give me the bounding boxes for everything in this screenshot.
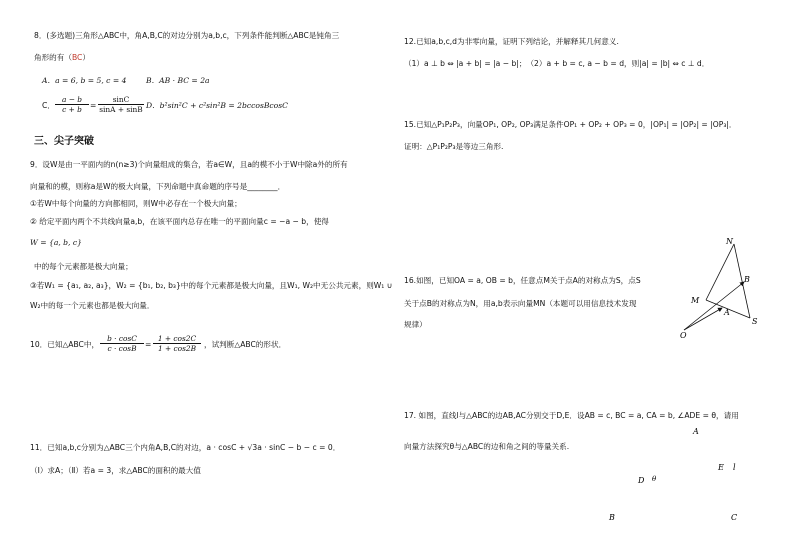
q17-line2: 向量方法探究θ与△ABC的边和角之间的等量关系. xyxy=(404,442,570,451)
q10-num1: b · cosC xyxy=(100,334,144,344)
q10-den2: 1 + cos2B xyxy=(157,344,197,353)
q16-label-o: O xyxy=(680,331,687,340)
q10-num2: 1 + cos2C xyxy=(153,334,201,344)
q8-c-num1: a − b xyxy=(55,95,89,105)
q9-line7: ③若W₁ = {a₁, a₂, a₃}，W₂ = {b₁, b₂, b₃}中的每个元素都是极大向量，且W₁, W₂中无公共元素，则W₁ ∪ xyxy=(30,281,393,290)
q12-line2: （1）a ⊥ b ⇔ |a + b| = |a − b|； （2）a + b = c, a − b = d，则|a| = |b| ⇔ c ⊥ d． xyxy=(404,59,710,68)
q17-line1: 17. 如图，直线l与△ABC的边AB,AC分别交于D,E．设AB = c, BC = a, CA = b, ∠ADE = θ，请用 xyxy=(404,411,739,420)
q10-eq: = xyxy=(145,340,152,349)
q16-label-n: N xyxy=(726,237,733,246)
q16-line-nm xyxy=(706,244,734,300)
q8-option-c-label: C． xyxy=(42,101,55,110)
q11-line2: （Ⅰ）求A；（Ⅱ）若a = 3，求△ABC的面积的最大值 xyxy=(30,466,201,475)
q10-den1: c · cosB xyxy=(107,344,137,353)
q10-prefix: 10．已知△ABC中， xyxy=(30,340,100,349)
q8-option-a: A．a = 6, b = 5, c = 4 xyxy=(42,76,127,85)
q12-line1: 12.已知a,b,c,d为非零向量，证明下列结论，并解释其几何意义. xyxy=(404,37,619,46)
q10-fraction2 xyxy=(153,334,201,353)
q17-triangle-figure xyxy=(600,420,760,530)
q9-line5: W = {a, b, c} xyxy=(30,238,82,247)
q8-answer: BC xyxy=(71,53,83,62)
q17-label-theta: θ xyxy=(652,475,657,483)
q17-label-a: A xyxy=(693,427,699,436)
q16-vector-oa xyxy=(684,308,722,330)
q17-label-d: D xyxy=(638,476,645,485)
q9-line6: 中的每个元素都是极大向量； xyxy=(34,262,133,271)
q10-fraction1 xyxy=(100,334,144,353)
q8-option-b: B．AB · BC = 2a xyxy=(146,76,210,85)
q8-c-den2: sinA + sinB xyxy=(99,105,143,114)
q8-c-num2: sinC xyxy=(98,95,144,105)
q16-line1: 16.如图，已知OA = a, OB = b，任意点M关于点A的对称点为S，点S xyxy=(404,276,641,285)
section-title: 三、尖子突破 xyxy=(34,136,94,147)
q8-option-c-fraction2 xyxy=(98,95,144,114)
q16-label-a: A xyxy=(724,308,730,317)
q8-option-c-eq: = xyxy=(90,101,97,110)
q8-option-c-fraction1 xyxy=(55,95,89,114)
q17-label-e: E xyxy=(718,463,724,472)
q17-label-b: B xyxy=(609,513,615,522)
q9-line3: ①若W中每个向量的方向都相同，则W中必存在一个极大向量； xyxy=(30,199,242,208)
q10-suffix: ，试判断△ABC的形状． xyxy=(204,340,287,349)
q16-line3: 规律） xyxy=(404,320,427,329)
q17-label-c: C xyxy=(731,513,738,522)
q11-line1: 11．已知a,b,c分别为△ABC三个内角A,B,C的对边，a · cosC + √3a · sinC − b − c = 0． xyxy=(30,443,341,452)
q16-vector-ob xyxy=(684,282,744,330)
q9-line8: W₂中的每一个元素也都是极大向量． xyxy=(30,301,155,310)
q8-option-d: D．b²sin²C + c²sin²B = 2bccosBcosC xyxy=(146,101,288,110)
q8-c-den1: c + b xyxy=(62,105,82,114)
q9-line2: 向量和的模，则称a是W的极大向量，下列命题中真命题的序号是________． xyxy=(30,182,286,191)
q15-line2: 证明：△P₁P₂P₃是等边三角形. xyxy=(404,142,504,151)
q15-line1: 15.已知△P₁P₂P₃，向量OP₁, OP₂, OP₃满足条件OP₁ + OP₂ + OP₃ = 0，|OP₁| = |OP₂| = |OP₃|． xyxy=(404,120,737,129)
q9-line4: ② 给定平面内两个不共线向量a,b，在该平面内总存在唯一的平面向量c = −a − b，使得 xyxy=(30,217,329,226)
q8-stem-line2 xyxy=(34,53,90,63)
q9-line1: 9．设W是由一平面内的n(n≥3)个向量组成的集合，若a∈W，且a的模不小于W中除a外的所有 xyxy=(30,160,348,169)
q8-stem-end: ） xyxy=(82,53,90,62)
q16-label-m: M xyxy=(691,296,700,305)
q16-vector-figure xyxy=(672,234,772,340)
q16-label-b: B xyxy=(744,275,750,284)
q8-stem-text: 角形的有（ xyxy=(34,53,72,62)
q17-label-l: l xyxy=(733,463,736,472)
q8-stem-line1: 8．(多选题)三角形△ABC中，角A,B,C的对边分别为a,b,c，下列条件能判断△ABC是钝角三 xyxy=(34,31,340,40)
q16-label-s: S xyxy=(752,317,758,326)
q16-line2: 关于点B的对称点为N，用a,b表示向量MN（本题可以用信息技术发现 xyxy=(404,299,637,308)
